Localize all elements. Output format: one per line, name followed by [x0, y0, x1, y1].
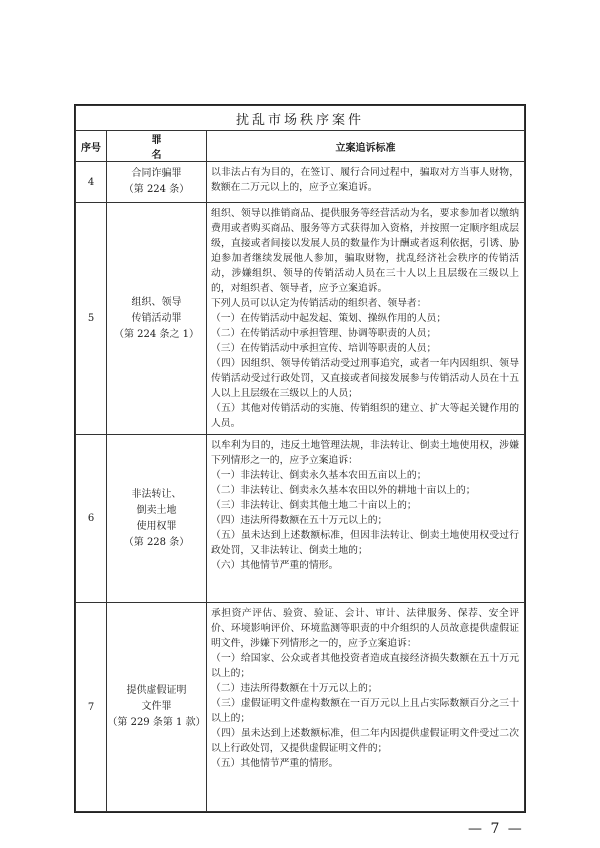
standard-cell — [207, 435, 525, 603]
crime-name-cell — [107, 435, 207, 603]
row-number: 4 — [76, 162, 107, 203]
standard-paragraph: 承担资产评估、验资、验证、会计、审计、法律服务、保荐、安全评价、环境影响评价、环境监测等职责的中介组织的人员故意提供虚假证明文件，涉嫌下列情形之一的，应予立案追诉： — [211, 608, 519, 649]
standard-paragraph: （一）在传销活动中起发起、策划、操纵作用的人员； — [211, 313, 447, 324]
page-number: — 7 — — [468, 821, 524, 837]
standard-paragraph: （三）虚假证明文件虚构数额在一百万元以上且占实际数额百分之三十以上的； — [211, 698, 519, 724]
case-table — [75, 105, 525, 812]
crime-name-line: 非法转让、 — [131, 488, 182, 500]
row-number: 6 — [76, 435, 107, 603]
crime-name-line: 提供虚假证明 — [126, 685, 187, 696]
standard-paragraph: 下列人员可以认定为传销活动的组织者、领导者： — [211, 298, 427, 309]
table-row — [76, 162, 525, 203]
standard-paragraph: （五）虽未达到上述数额标准，但因非法转让、倒卖土地使用权受过行政处罚，又非法转让、倒卖土地的； — [211, 530, 519, 556]
header-crime: 罪 名 — [107, 131, 207, 162]
standard-paragraph: （二）在传销活动中承担管理、协调等职责的人员； — [211, 328, 437, 339]
crime-name-line: 传销活动罪 — [131, 312, 182, 324]
crime-name-line: （第 228 条） — [123, 536, 190, 548]
standard-cell — [207, 203, 525, 435]
table-row — [76, 603, 525, 812]
crime-name-line: （第 229 条第 1 款） — [107, 717, 206, 728]
crime-name-cell — [107, 162, 207, 203]
standard-paragraph: （五）其他对传销活动的实施、传销组织的建立、扩大等起关键作用的人员。 — [211, 403, 519, 429]
table-title: 扰乱市场秩序案件 — [76, 106, 525, 131]
row-number: 5 — [76, 203, 107, 435]
table-row — [76, 203, 525, 435]
crime-name-cell — [107, 603, 207, 812]
header-no: 序号 — [76, 131, 107, 162]
crime-name-line: （第 224 条） — [123, 184, 190, 195]
crime-name-line: 使用权罪 — [136, 520, 177, 532]
standard-paragraph: 组织、领导以推销商品、提供服务等经营活动为名，要求参加者以缴纳费用或者购买商品、服务等方式获得加入资格，并按照一定顺序组成层级，直接或者间接以发展人员的数量作为计酬或者返利依据，引诱、胁迫参加者继续发展他人参加，骗取财物，扰乱经济社会秩序的传销活动，涉嫌组织、领导的传销活动人员在三十人以上且层级在三级以上的，对组织者、领导者，应予立案追诉。 — [211, 208, 519, 294]
crime-name-line: （第 224 条之 1） — [114, 328, 199, 340]
standard-paragraph: （四）违法所得数额在五十万元以上的； — [211, 515, 388, 526]
standard-paragraph: （六）其他情节严重的情形。 — [211, 560, 339, 571]
standard-paragraph: 以牟利为目的，违反土地管理法规，非法转让、倒卖土地使用权，涉嫌下列情形之一的，应予立案追诉： — [211, 440, 519, 466]
standard-paragraph: （三）在传销活动中承担宣传、培训等职责的人员； — [211, 343, 437, 354]
standard-paragraph: （二）非法转让、倒卖永久基本农田以外的耕地十亩以上的； — [211, 485, 476, 496]
standard-cell — [207, 162, 525, 203]
crime-name-line: 组织、领导 — [131, 296, 182, 308]
row-number: 7 — [76, 603, 107, 812]
standard-paragraph: （五）其他情节严重的情形。 — [211, 758, 339, 769]
standard-paragraph: （四）虽未达到上述数额标准，但二年内因提供虚假证明文件受过二次以上行政处罚，又提供虚假证明文件的； — [211, 728, 519, 754]
table-row — [76, 435, 525, 603]
crime-name-line: 文件罪 — [141, 701, 172, 712]
standard-paragraph: （三）非法转让、倒卖其他土地二十亩以上的； — [211, 500, 417, 511]
standard-paragraph: （四）因组织、领导传销活动受过刑事追究，或者一年内因组织、领导传销活动受过行政处罚，又直接或者间接发展参与传销活动人员在十五人以上且层级在三级以上的人员； — [211, 358, 519, 399]
crime-name-line: 合同诈骗罪 — [131, 168, 182, 179]
crime-name-line: 倒卖土地 — [136, 504, 177, 516]
crime-name-cell — [107, 203, 207, 435]
standard-paragraph: （一）非法转让、倒卖永久基本农田五亩以上的； — [211, 470, 427, 481]
standard-paragraph: 以非法占有为目的，在签订、履行合同过程中，骗取对方当事人财物，数额在二万元以上的，应予立案追诉。 — [211, 167, 519, 193]
header-standard: 立案追诉标准 — [207, 131, 525, 162]
standard-paragraph: （二）违法所得数额在十万元以上的； — [211, 683, 378, 694]
standard-paragraph: （一）给国家、公众或者其他投资者造成直接经济损失数额在五十万元以上的； — [211, 653, 519, 679]
standard-cell — [207, 603, 525, 812]
case-table-frame — [74, 104, 526, 813]
